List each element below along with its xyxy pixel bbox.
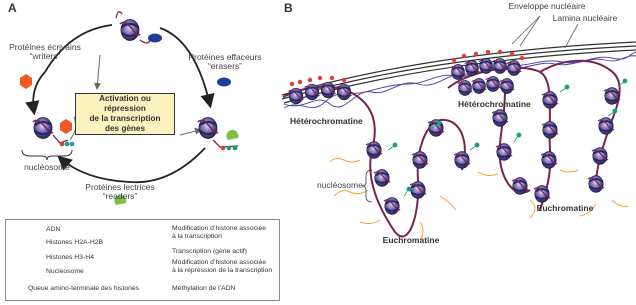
nucleosome-label-b: nucléosome xyxy=(317,180,363,190)
heterochromatin-cluster-right xyxy=(451,50,524,96)
nucleosome-left xyxy=(33,118,74,147)
legend-dna-label: ADN xyxy=(46,226,61,233)
euchromatin-right-label: Euchromatine xyxy=(536,203,594,213)
cycle-arrow-left xyxy=(33,72,45,112)
legend xyxy=(5,219,280,301)
nucleosome-top xyxy=(116,12,150,43)
erasers-label: Protéines effaceurs “erasers” xyxy=(188,52,262,72)
writer-protein-icon xyxy=(20,74,32,89)
nucleosome-bracket xyxy=(22,150,72,160)
panel-b-label: B xyxy=(284,1,293,15)
transcription-regulation-box: Activation ou répression de la transcription des gènes xyxy=(75,93,175,135)
lamina-label: Lamina nucléaire xyxy=(552,13,618,23)
lamina-pointer xyxy=(565,24,578,48)
writers-label: Protéines écrivains “writers” xyxy=(9,42,81,62)
transcripts xyxy=(330,158,628,240)
legend-tail-label: Queue amino-terminale des histones xyxy=(28,285,140,292)
nucleosome-label-a: nucléosome xyxy=(24,162,70,172)
readers-label: Protéines lectrices “readers” xyxy=(85,182,155,202)
heterochromatin-right-label: Hétérochromatine xyxy=(458,99,531,109)
heterochromatin-left-label: Hétérochromatine xyxy=(290,116,363,126)
inner-arrow-right xyxy=(180,130,200,135)
panel-a-label: A xyxy=(8,1,17,15)
legend-transcription-label: Transcription (gène actif) xyxy=(172,248,247,255)
eraser-protein-icon xyxy=(217,78,231,87)
inner-arrow-top xyxy=(97,55,100,88)
cycle-arrow-bottom xyxy=(60,148,205,182)
legend-h2a-h2b-label: Histones H2A-H2B xyxy=(46,239,104,246)
euchromatin-bottom-label: Euchromatine xyxy=(382,235,440,245)
legend-methylation-label: Méthylation de l’ADN xyxy=(172,285,236,292)
legend-mod-active-label: Modification d’histone associée à la transcription xyxy=(172,225,267,240)
legend-nucleosome-label: Nucleosome xyxy=(46,268,84,275)
envelope-pointer xyxy=(512,16,540,46)
envelope-label: Enveloppe nucléaire xyxy=(508,1,586,11)
legend-h3-h4-label: Histones H3-H4 xyxy=(46,254,94,261)
eraser-protein-top xyxy=(148,34,162,43)
legend-mod-repress-label: Modification d’histone associée à la répression de la transcription xyxy=(172,259,273,274)
nucleosome-right xyxy=(198,118,238,151)
